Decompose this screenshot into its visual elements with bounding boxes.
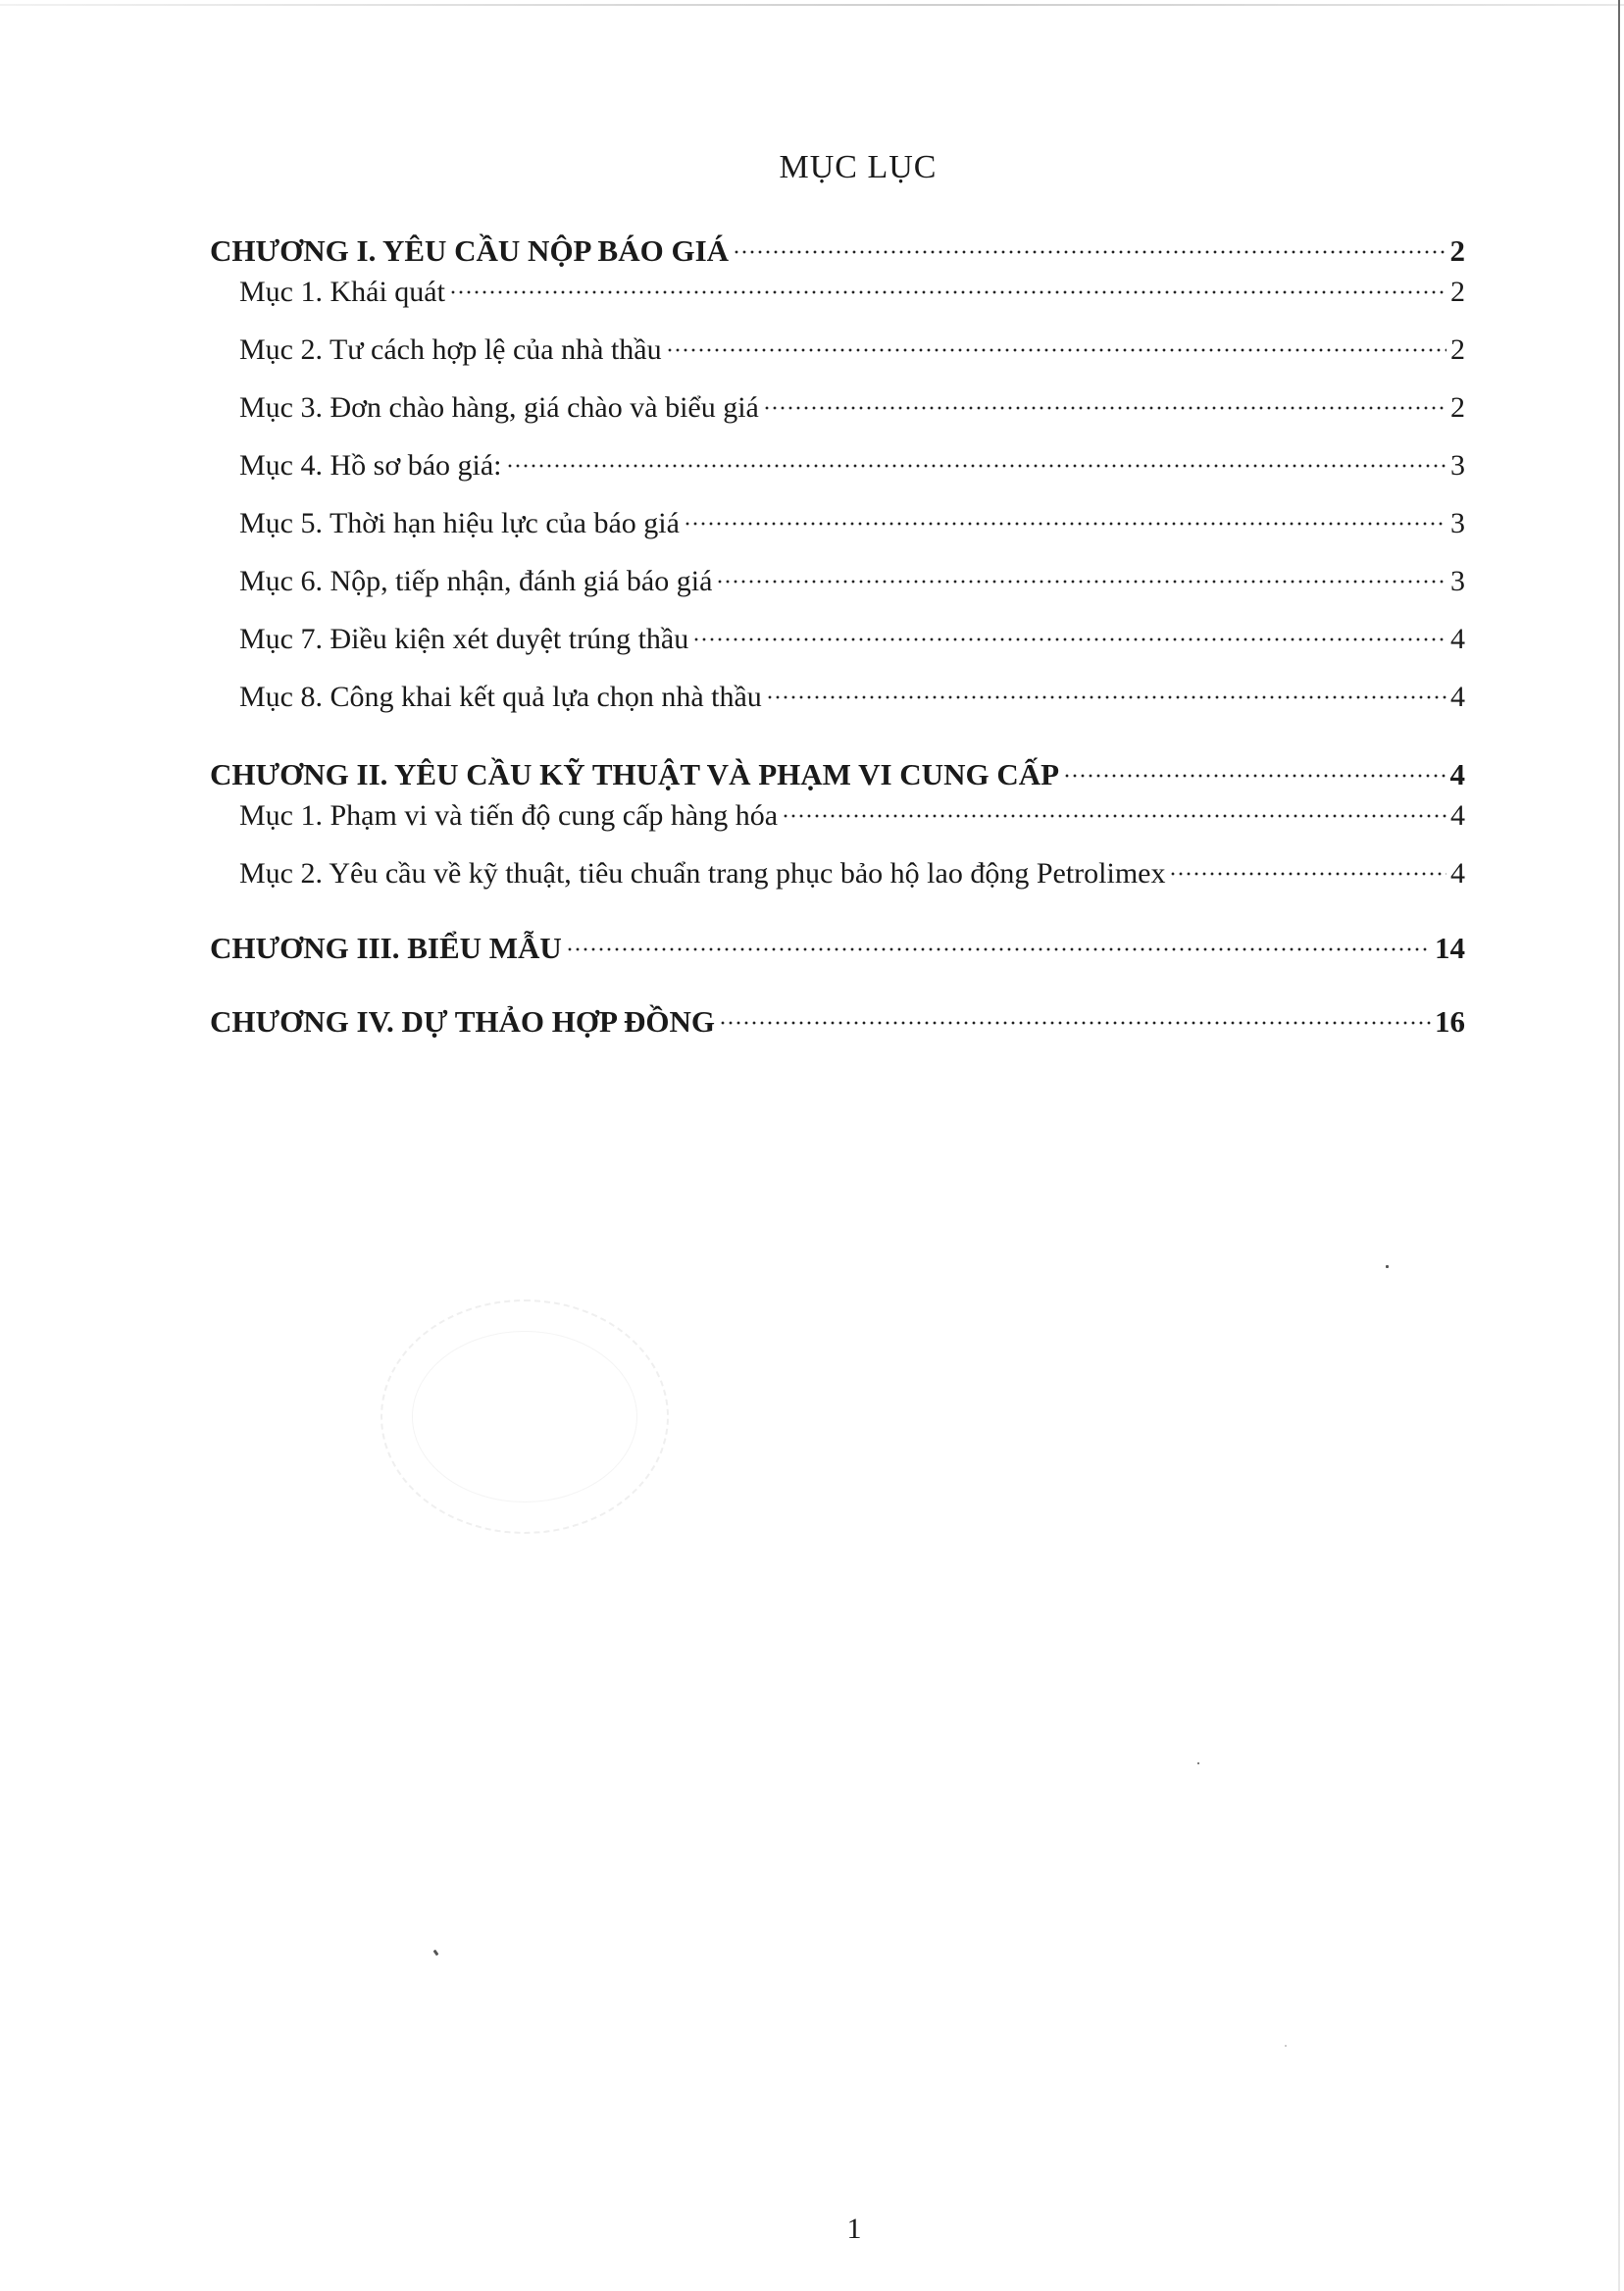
dot-leader [684, 522, 1446, 526]
toc-section-1-1[interactable] [239, 276, 1465, 309]
toc-entry-page: 4 [1450, 681, 1465, 713]
dot-leader [692, 637, 1446, 641]
toc-entry-label: Mục 1. Phạm vi và tiến độ cung cấp hàng hóa [239, 799, 779, 832]
toc-entry-page: 2 [1450, 391, 1465, 424]
toc-section-1-4[interactable] [239, 449, 1465, 483]
dot-leader [733, 250, 1446, 254]
scan-speck [1197, 1762, 1199, 1764]
faded-stamp-mark [381, 1299, 669, 1534]
toc-entry-label: Mục 4. Hồ sơ báo giá: [239, 449, 502, 482]
toc-section-2-1[interactable] [239, 799, 1465, 833]
toc-entry-page: 3 [1450, 507, 1465, 539]
dot-leader [763, 406, 1446, 410]
dot-leader [716, 580, 1446, 584]
toc-entry-label: Mục 1. Khái quát [239, 276, 445, 308]
dot-leader [766, 695, 1446, 699]
toc-entry-label: Mục 2. Yêu cầu về kỹ thuật, tiêu chuẩn trang phục bảo hộ lao động Petrolimex [239, 857, 1166, 890]
toc-section-1-5[interactable] [239, 507, 1465, 540]
toc-entry-label: CHƯƠNG II. YÊU CẦU KỸ THUẬT VÀ PHẠM VI CUNG CẤP [210, 757, 1060, 791]
toc-entry-page: 14 [1435, 931, 1465, 965]
toc-entry-page: 4 [1450, 623, 1465, 655]
scan-speck [1285, 2045, 1287, 2047]
dot-leader [666, 348, 1446, 352]
toc-section-2-2[interactable] [239, 857, 1465, 891]
faded-stamp-inner-ring [412, 1331, 637, 1502]
toc-entry-label: CHƯƠNG I. YÊU CẦU NỘP BÁO GIÁ [210, 233, 730, 268]
toc-section-1-8[interactable] [239, 681, 1465, 714]
dot-leader [506, 464, 1447, 468]
toc-entry-page: 4 [1450, 857, 1465, 890]
toc-entry-page: 2 [1449, 233, 1465, 268]
toc-entry-page: 2 [1450, 276, 1465, 308]
toc-entry-page: 3 [1450, 565, 1465, 597]
toc-entry-label: Mục 7. Điều kiện xét duyệt trúng thầu [239, 623, 689, 655]
toc-entry-page: 3 [1450, 449, 1465, 482]
dot-leader [566, 947, 1431, 951]
document-title: MỤC LỤC [779, 149, 938, 185]
scan-speck [1386, 1265, 1389, 1268]
toc-chapter-3[interactable] [210, 931, 1465, 966]
toc-entry-page: 16 [1435, 1004, 1465, 1039]
toc-entry-page: 2 [1450, 333, 1465, 366]
toc-section-1-6[interactable] [239, 565, 1465, 598]
toc-entry-label: Mục 2. Tư cách hợp lệ của nhà thầu [239, 333, 662, 366]
page-number: 1 [846, 2213, 862, 2245]
dot-leader [1063, 774, 1446, 778]
toc-section-1-7[interactable] [239, 623, 1465, 656]
page-right-edge [1618, 0, 1620, 2291]
toc-chapter-4[interactable] [210, 1004, 1465, 1040]
toc-entry-page: 4 [1450, 799, 1465, 832]
scan-speck [433, 1950, 439, 1957]
toc-entry-label: Mục 5. Thời hạn hiệu lực của báo giá [239, 507, 680, 539]
page-top-edge [0, 4, 1624, 6]
dot-leader [449, 290, 1446, 294]
toc-entry-label: Mục 8. Công khai kết quả lựa chọn nhà thầu [239, 681, 762, 713]
toc-section-1-2[interactable] [239, 333, 1465, 367]
dot-leader [719, 1021, 1431, 1025]
toc-entry-page: 4 [1449, 757, 1465, 791]
toc-chapter-2[interactable] [210, 757, 1465, 792]
dot-leader [782, 814, 1446, 818]
toc-entry-label: CHƯƠNG III. BIỂU MẪU [210, 931, 562, 965]
toc-entry-label: Mục 6. Nộp, tiếp nhận, đánh giá báo giá [239, 565, 713, 597]
dot-leader [1169, 872, 1446, 876]
toc-entry-label: CHƯƠNG IV. DỰ THẢO HỢP ĐỒNG [210, 1004, 715, 1039]
toc-section-1-3[interactable] [239, 391, 1465, 425]
toc-chapter-1[interactable] [210, 233, 1465, 269]
toc-entry-label: Mục 3. Đơn chào hàng, giá chào và biểu giá [239, 391, 759, 424]
